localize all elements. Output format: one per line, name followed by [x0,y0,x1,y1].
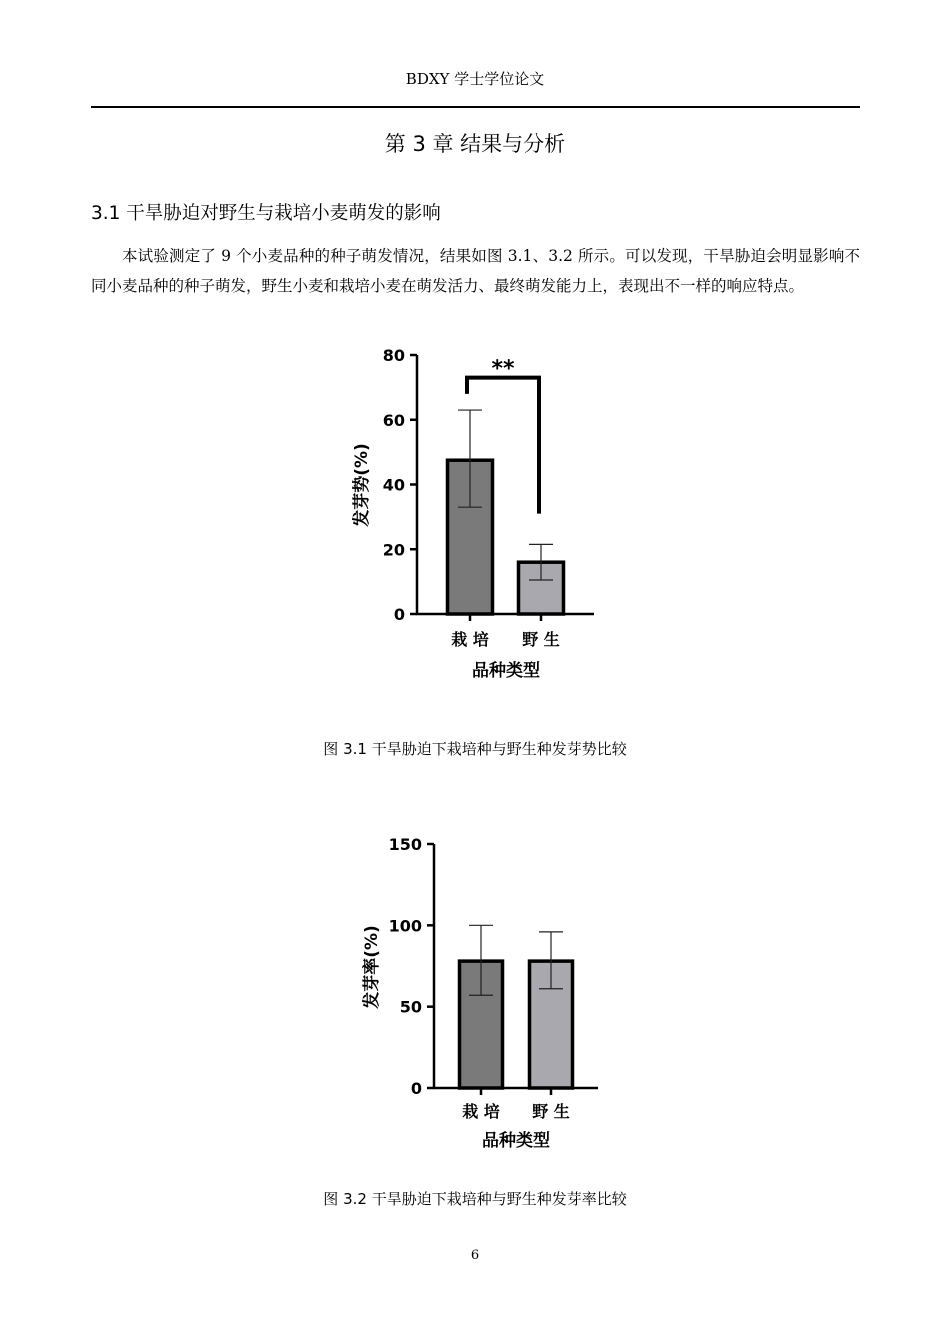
x-axis-title: 品种类型 [482,1131,550,1151]
chapter-title: 第 3 章 结果与分析 [384,132,566,156]
y-axis-title: 发芽率(%) [362,925,382,1009]
y-tick-label: 0 [393,605,405,624]
chart-germination-rate [350,830,620,1160]
x-axis-title: 品种类型 [472,661,540,681]
y-axis-title: 发芽势(%) [352,443,372,527]
y-tick-label: 100 [388,916,422,936]
y-tick-label: 20 [382,540,405,560]
header-rule [91,106,860,108]
y-tick-label: 40 [382,475,405,495]
chart-germination-energy [330,335,620,685]
figure-caption-3-1: 图 3.1 干旱胁迫下栽培种与野生种发芽势比较 [323,740,627,758]
figure-caption-3-2: 图 3.2 干旱胁迫下栽培种与野生种发芽率比较 [323,1190,627,1208]
significance-label: ** [491,356,515,382]
category-label: 野 生 [522,630,560,649]
section-title: 3.1 干旱胁迫对野生与栽培小麦萌发的影响 [91,203,441,224]
running-header: BDXY 学士学位论文 [405,70,545,88]
y-tick-label: 80 [382,346,405,365]
body-paragraph: 本试验测定了 9 个小麦品种的种子萌发情况，结果如图 3.1、3.2 所示。可以发现，干旱胁迫会明显影响不同小麦品种的种子萌发，野生小麦和栽培小麦在萌发活力、最终萌发能力上，表现出不一样的响应特点。 [91,247,860,295]
category-label: 栽 培 [451,630,489,649]
y-tick-label: 50 [399,997,422,1017]
category-label: 栽 培 [462,1102,500,1121]
y-tick-label: 0 [410,1079,422,1098]
y-tick-label: 150 [388,835,422,854]
page-number: 6 [470,1248,480,1263]
category-label: 野 生 [532,1102,570,1121]
y-tick-label: 60 [382,410,405,430]
